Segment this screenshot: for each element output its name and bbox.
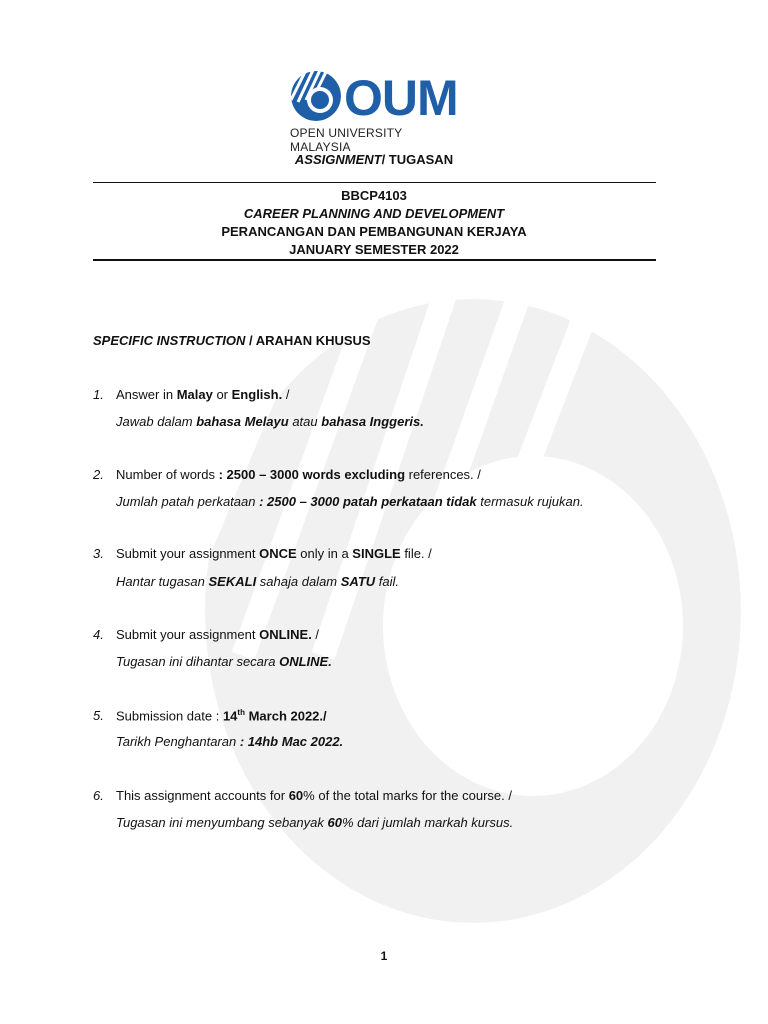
instructions-heading	[93, 333, 371, 348]
oum-logo-mark	[290, 70, 465, 126]
item-number: 4.	[93, 627, 104, 642]
item-number: 3.	[93, 546, 104, 561]
page-number: 1	[380, 949, 388, 963]
item-1-ms: Jawab dalam bahasa Melayu atau bahasa Inggeris.	[116, 414, 424, 429]
item-5-en: Submission date : 14th March 2022./	[116, 708, 327, 724]
heading-ms: / ARAHAN KHUSUS	[245, 333, 371, 348]
title-assignment: ASSIGNMENT	[294, 152, 382, 167]
course-name-en: CAREER PLANNING AND DEVELOPMENT	[243, 206, 505, 221]
item-number: 2.	[93, 467, 104, 482]
semester: JANUARY SEMESTER 2022	[289, 242, 459, 257]
item-3-ms: Hantar tugasan SEKALI sahaja dalam SATU fail.	[116, 574, 400, 589]
logo-university-name: OPEN UNIVERSITY MALAYSIA	[290, 126, 403, 154]
oum-logo	[290, 70, 465, 154]
heading-en: SPECIFIC INSTRUCTION	[93, 333, 246, 348]
item-1-en: Answer in Malay or English. /	[116, 387, 290, 402]
item-4-ms: Tugasan ini dihantar secara ONLINE.	[116, 654, 332, 669]
item-5-ms: Tarikh Penghantaran : 14hb Mac 2022.	[116, 734, 344, 749]
item-4-en: Submit your assignment ONLINE. /	[116, 627, 320, 642]
item-6-en: This assignment accounts for 60% of the total marks for the course. /	[116, 788, 512, 803]
course-code: BBCP4103	[341, 188, 407, 203]
item-6-ms: Tugasan ini menyumbang sebanyak 60% dari jumlah markah kursus.	[116, 815, 514, 830]
course-name-ms: PERANCANGAN DAN PEMBANGUNAN KERJAYA	[221, 224, 527, 239]
document-title	[93, 152, 655, 167]
item-number: 5.	[93, 708, 104, 723]
item-number: 1.	[93, 387, 104, 402]
top-divider	[93, 182, 656, 183]
item-2-en: Number of words : 2500 – 3000 words excluding references. /	[116, 467, 481, 482]
item-2-ms: Jumlah patah perkataan : 2500 – 3000 patah perkataan tidak termasuk rujukan.	[116, 494, 584, 509]
logo-acronym: OUM	[344, 70, 458, 126]
title-tugasan: / TUGASAN	[381, 152, 454, 167]
item-3-en: Submit your assignment ONCE only in a SINGLE file. /	[116, 546, 432, 561]
bottom-divider	[93, 259, 656, 261]
item-number: 6.	[93, 788, 104, 803]
